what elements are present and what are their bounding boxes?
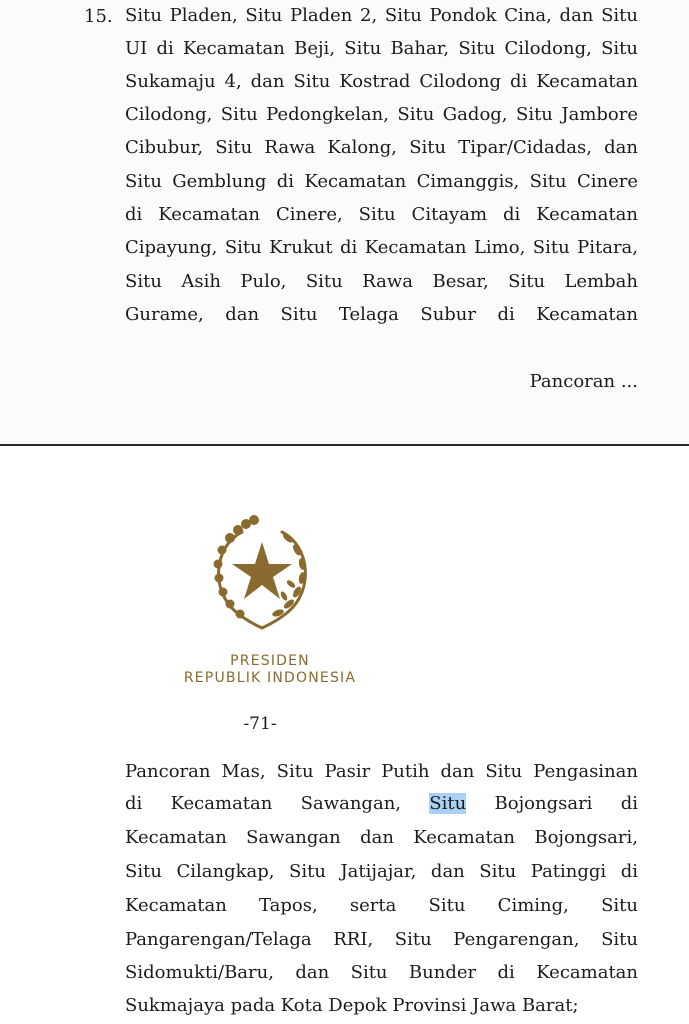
page-number: -71- — [243, 714, 277, 734]
text-line: Kecamatan Tapos, serta Situ Ciming, Situ — [125, 895, 638, 916]
garuda-star-emblem-icon — [200, 508, 324, 632]
text-line: Situ Pladen, Situ Pladen 2, Situ Pondok Cina, dan Situ — [125, 5, 638, 26]
emblem-title-line1: PRESIDEN — [230, 653, 310, 669]
text-line — [125, 792, 638, 816]
text-segment: di Kecamatan Sawangan, — [125, 793, 430, 814]
text-line: UI di Kecamatan Beji, Situ Bahar, Situ Cilodong, Situ — [125, 38, 638, 59]
text-line: Cilodong, Situ Pedongkelan, Situ Gadog, Situ Jambore — [125, 104, 638, 125]
text-line: Pancoran Mas, Situ Pasir Putih dan Situ Pengasinan — [125, 761, 638, 782]
text-line: Kecamatan Sawangan dan Kecamatan Bojongsari, — [125, 827, 638, 848]
highlighted-word[interactable]: Situ — [429, 793, 467, 814]
text-line: Sukamaju 4, dan Situ Kostrad Cilodong di Kecamatan — [125, 71, 638, 92]
page-divider — [0, 444, 689, 446]
text-line: Pangarengan/Telaga RRI, Situ Pengarengan, Situ — [125, 929, 638, 950]
text-line: di Kecamatan Cinere, Situ Citayam di Kecamatan — [125, 204, 638, 225]
text-line: Gurame, dan Situ Telaga Subur di Kecamatan — [125, 304, 638, 325]
item-number: 15. — [84, 6, 113, 27]
text-line: Sukmajaya pada Kota Depok Provinsi Jawa Barat; — [125, 995, 579, 1016]
previous-page — [0, 0, 689, 446]
text-segment: Bojongsari di — [466, 793, 639, 814]
text-line: Situ Cilangkap, Situ Jatijajar, dan Situ Patinggi di — [125, 861, 638, 882]
emblem-title-line2: REPUBLIK INDONESIA — [183, 670, 357, 686]
text-line: Sidomukti/Baru, dan Situ Bunder di Kecamatan — [125, 962, 638, 983]
text-line: Cibubur, Situ Rawa Kalong, Situ Tipar/Cidadas, dan — [125, 137, 638, 158]
text-line: Cipayung, Situ Krukut di Kecamatan Limo, Situ Pitara, — [125, 237, 638, 258]
catchword: Pancoran ... — [529, 371, 638, 392]
text-line: Situ Asih Pulo, Situ Rawa Besar, Situ Lembah — [125, 271, 638, 292]
text-line: Situ Gemblung di Kecamatan Cimanggis, Situ Cinere — [125, 171, 638, 192]
